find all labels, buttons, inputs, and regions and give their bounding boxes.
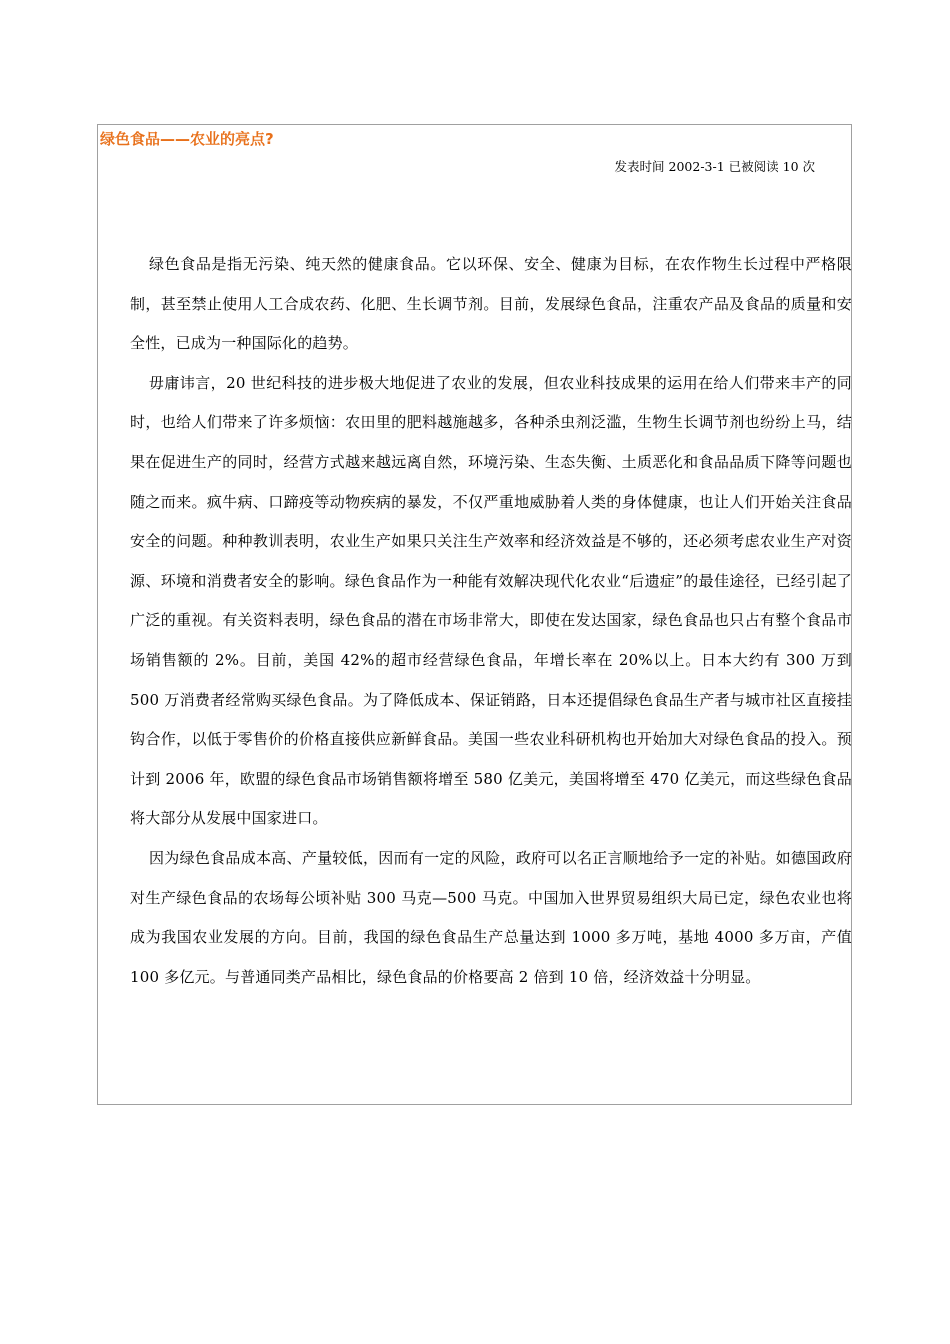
publish-meta: 发表时间 2002-3-1 已被阅读 10 次 xyxy=(614,159,815,174)
article-container xyxy=(97,124,852,1105)
paragraph-background: 毋庸讳言，20 世纪科技的进步极大地促进了农业的发展，但农业科技成果的运用在给人们带来丰产的同时，也给人们带来了许多烦恼：农田里的肥料越施越多，各种杀虫剂泛滥，生物生长调节剂也纷纷上马，结果在促进生产的同时，经营方式越来越远离自然，环境污染、生态失衡、土质恶化和食品品质下降等问题也随之而来。疯牛病、口蹄疫等动物疾病的暴发，不仅严重地威胁着人类的身体健康，也让人们开始关注食品安全的问题。种种教训表明，农业生产如果只关注生产效率和经济效益是不够的，还必须考虑农业生产对资源、环境和消费者安全的影响。绿色食品作为一种能有效解决现代化农业“后遗症”的最佳途径，已经引起了广泛的重视。有关资料表明，绿色食品的潜在市场非常大，即使在发达国家，绿色食品也只占有整个食品市场销售额的 2%。目前，美国 42%的超市经营绿色食品，年增长率在 20%以上。日本大约有 300 万到 500 万消费者经常购买绿色食品。为了降低成本、保证销路，日本还提倡绿色食品生产者与城市社区直接挂钩合作，以低于零售价的价格直接供应新鲜食品。美国一些农业科研机构也开始加大对绿色食品的投入。预计到 2006 年，欧盟的绿色食品市场销售额将增至 580 亿美元，美国将增至 470 亿美元，而这些绿色食品将大部分从发展中国家进口。 xyxy=(130,373,852,828)
paragraph-intro: 绿色食品是指无污染、纯天然的健康食品。它以环保、安全、健康为目标，在农作物生长过程中严格限制，甚至禁止使用人工合成农药、化肥、生长调节剂。目前，发展绿色食品，注重农产品及食品的质量和安全性，已成为一种国际化的趋势。 xyxy=(130,255,852,353)
paragraph-subsidy: 因为绿色食品成本高、产量较低，因而有一定的风险，政府可以名正言顺地给予一定的补贴。如德国政府对生产绿色食品的农场每公顷补贴 300 马克—500 马克。中国加入世界贸易组织大局已定，绿色农业也将成为我国农业发展的方向。目前，我国的绿色食品生产总量达到 1000 多万吨，基地 4000 多万亩，产值 100 多亿元。与普通同类产品相比，绿色食品的价格要高 2 倍到 10 倍，经济效益十分明显。 xyxy=(130,848,852,986)
article-title: 绿色食品——农业的亮点? xyxy=(100,130,274,148)
article-body xyxy=(130,245,852,997)
